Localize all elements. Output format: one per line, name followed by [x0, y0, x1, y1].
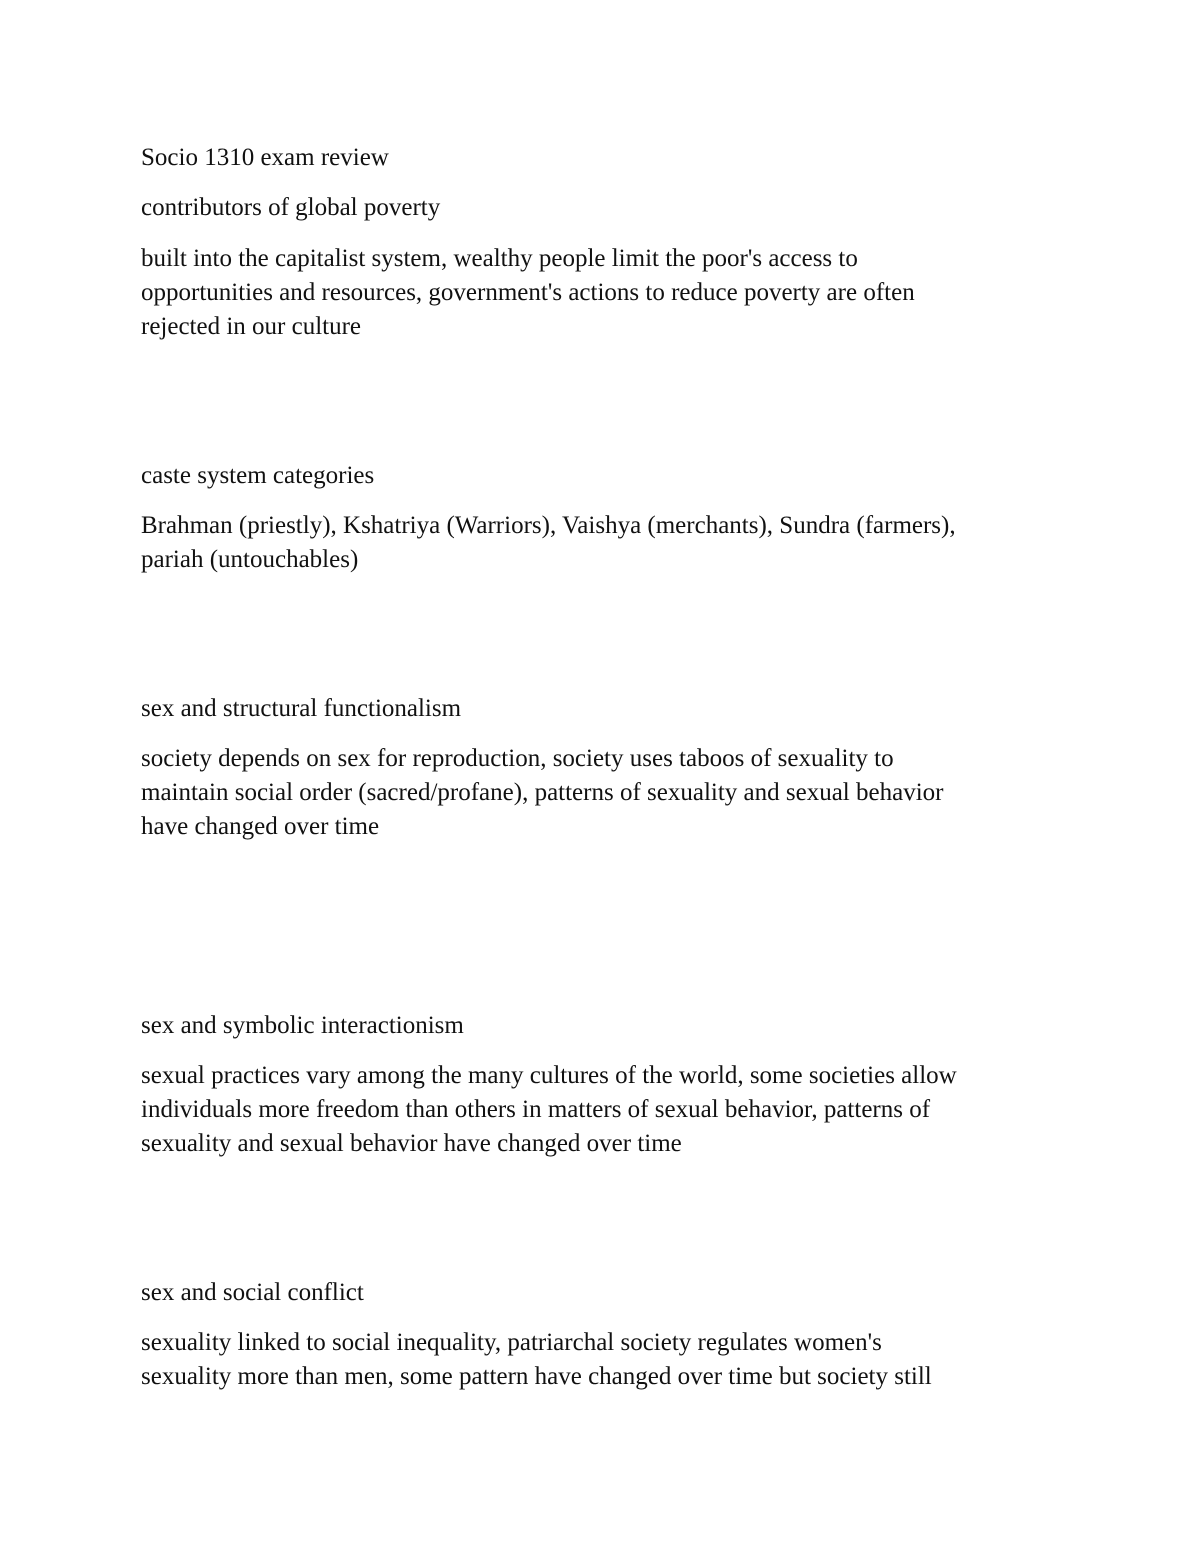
definition-line: sexuality more than men, some pattern have changed over time but society still: [141, 1363, 932, 1390]
term-social-conflict: sex and social conflict: [141, 1279, 364, 1306]
term-caste-system: caste system categories: [141, 462, 375, 489]
definition-line: built into the capitalist system, wealthy people limit the poor's access to: [141, 245, 858, 272]
term-symbolic-interactionism: sex and symbolic interactionism: [141, 1012, 464, 1039]
term-structural-functionalism: sex and structural functionalism: [141, 695, 462, 722]
definition-line: maintain social order (sacred/profane), patterns of sexuality and sexual behavior: [141, 779, 944, 806]
definition-line: opportunities and resources, government's actions to reduce poverty are often: [141, 279, 915, 306]
term-global-poverty: contributors of global poverty: [141, 194, 441, 221]
definition-line: sexual practices vary among the many cultures of the world, some societies allow: [141, 1062, 957, 1089]
definition-line: sexuality and sexual behavior have changed over time: [141, 1130, 682, 1157]
document-title: Socio 1310 exam review: [141, 144, 389, 171]
definition-line: rejected in our culture: [141, 313, 362, 340]
definition-line: Brahman (priestly), Kshatriya (Warriors), Vaishya (merchants), Sundra (farmers),: [141, 512, 956, 539]
definition-line: individuals more freedom than others in matters of sexual behavior, patterns of: [141, 1096, 931, 1123]
definition-line: have changed over time: [141, 813, 380, 840]
definition-line: sexuality linked to social inequality, patriarchal society regulates women's: [141, 1329, 882, 1356]
definition-line: society depends on sex for reproduction, society uses taboos of sexuality to: [141, 745, 894, 772]
definition-line: pariah (untouchables): [141, 546, 359, 573]
